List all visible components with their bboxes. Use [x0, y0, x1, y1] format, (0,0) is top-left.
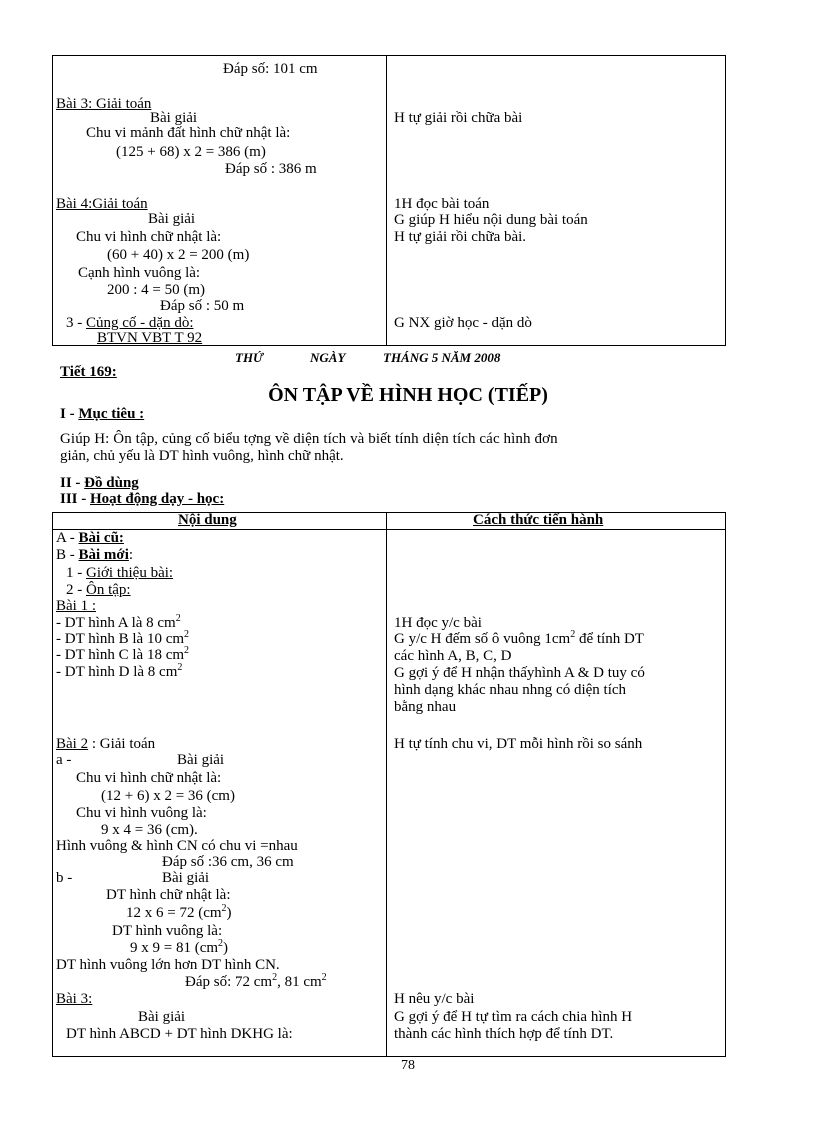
col-header-method: Cách thức tiến hành	[473, 512, 604, 528]
top-ex3-heading: Bài 3: Giải toán	[56, 96, 152, 112]
activities-heading: III - Hoạt động dạy - học:	[60, 491, 225, 507]
method-8: H nêu y/c bài	[394, 991, 475, 1007]
review: 2 - Ôn tập:	[66, 582, 131, 598]
page-number: 78	[401, 1058, 415, 1073]
top-ex4-line2: (60 + 40) x 2 = 200 (m)	[107, 247, 250, 263]
method-3: các hình A, B, C, D	[394, 648, 512, 664]
top-answer-1: Đáp số: 101 cm	[223, 61, 318, 77]
top-ex3-answer: Đáp số : 386 m	[225, 161, 317, 177]
method-4: G gợi ý để H nhận thấyhình A & D tuy có	[394, 665, 645, 681]
top-right-5: G NX giờ học - dặn dò	[394, 315, 532, 331]
top-ex4-line3: Cạnh hình vuông là:	[78, 265, 201, 281]
ex2-line3: Chu vi hình vuông là:	[76, 805, 207, 821]
ex2-line1: Chu vi hình chữ nhật là:	[76, 770, 222, 786]
method-2: G y/c H đếm số ô vuông $1cm^2$ để tính DT	[394, 629, 644, 647]
ex2-line4: 9 x 4 = 36 (cm).	[101, 822, 198, 838]
new-lesson: B - Bài mới:	[56, 547, 134, 563]
method-cell	[387, 530, 726, 1057]
ex1-line-b: - DT hình B là 10 $cm^2$	[56, 629, 190, 647]
ex2-line5: Hình vuông & hình CN có chu vi =nhau	[56, 838, 298, 854]
method-7: H tự tính chu vi, DT mỗi hình rồi so sánh	[394, 736, 643, 752]
page-title: ÔN TẬP VỀ HÌNH HỌC (TIẾP)	[268, 384, 548, 406]
ex2-answer-a: Đáp số :36 cm, 36 cm	[162, 854, 294, 870]
ex3-heading: Bài 3:	[56, 991, 93, 1007]
top-ex4-line1: Chu vi hình chữ nhật là:	[76, 229, 222, 245]
top-right-3: G giúp H hiểu nội dung bài toán	[394, 212, 588, 228]
objectives-line1: Giúp H: Ôn tập, củng cố biểu tợng về diện tích và biết tính diện tích các hình đơn	[60, 431, 558, 447]
lesson-number: Tiết 169:	[60, 364, 117, 380]
method-10: thành các hình thích hợp để tính DT.	[394, 1026, 614, 1042]
ex2-part-b: b -	[56, 870, 73, 886]
top-ex4-solution: Bài giải	[148, 211, 196, 227]
date-thu: THỨ	[235, 350, 264, 365]
top-ex4-heading: Bài 4:Giải toán	[56, 196, 148, 212]
ex2-solution-a: Bài giải	[177, 752, 225, 768]
ex1-line-c: - DT hình C là 18 $cm^2$	[56, 645, 190, 663]
ex2-line9: 9 x 9 = 81 $(cm^2)$	[130, 938, 229, 956]
top-ex4-line4: 200 : 4 = 50 (m)	[107, 282, 206, 298]
ex2-answer-b: Đáp số: 72 $cm^2$, 81 $cm^2$	[185, 972, 327, 990]
top-consolidation: 3 - Củng cố - dặn dò:	[66, 315, 194, 331]
objectives-heading: I - Mục tiêu :	[60, 406, 145, 422]
ex3-line1: DT hình ABCD + DT hình DKHG là:	[66, 1026, 293, 1042]
method-5: hình dạng khác nhau nhng có diện tích	[394, 682, 627, 698]
ex2-heading: Bài 2 : Giải toán	[56, 736, 156, 752]
ex2-part-a: a -	[56, 752, 72, 768]
top-ex3-solution: Bài giải	[150, 110, 198, 126]
materials-heading: II - Đồ dùng	[60, 475, 139, 491]
ex1-line-d: - DT hình D là 8 $cm^2$	[56, 662, 183, 680]
ex3-solution: Bài giải	[138, 1009, 186, 1025]
date-ngay: NGÀY	[310, 350, 346, 365]
top-homework: BTVN VBT T 92	[97, 330, 203, 346]
top-ex3-line1: Chu vi mảnh đất hình chữ nhật là:	[86, 125, 291, 141]
top-table	[52, 55, 726, 346]
ex2-line7: 12 x 6 = 72 $(cm^2)$	[126, 903, 232, 921]
ex2-line6: DT hình chữ nhật là:	[106, 887, 231, 903]
ex2-solution-b: Bài giải	[162, 870, 210, 886]
ex2-line8: DT hình vuông là:	[112, 923, 223, 939]
ex1-heading: Bài 1 :	[56, 598, 96, 614]
top-right-2: 1H đọc bài toán	[394, 196, 490, 212]
old-lesson: A - Bài cũ:	[56, 530, 124, 546]
method-1: 1H đọc y/c bài	[394, 615, 482, 631]
col-header-content: Nội dung	[178, 512, 237, 528]
date-thang: THÁNG 5 NĂM 2008	[383, 350, 501, 365]
top-consolidation-label: Củng cố - dặn dò:	[86, 315, 194, 331]
objectives-line2: giản, chủ yếu là DT hình vuông, hình chữ nhật.	[60, 448, 344, 464]
top-right-4: H tự giải rồi chữa bài.	[394, 229, 527, 245]
top-ex3-line2: (125 + 68) x 2 = 386 (m)	[116, 144, 266, 160]
ex2-line2: (12 + 6) x 2 = 36 (cm)	[101, 788, 235, 804]
intro: 1 - Giới thiệu bài:	[66, 565, 174, 581]
method-9: G gợi ý để H tự tìm ra cách chia hình H	[394, 1009, 633, 1025]
top-right-1: H tự giải rồi chữa bài	[394, 110, 523, 126]
ex2-line10: DT hình vuông lớn hơn DT hình CN.	[56, 957, 280, 973]
top-ex4-answer: Đáp số : 50 m	[160, 298, 245, 314]
method-6: bằng nhau	[394, 699, 457, 715]
ex1-line-a: - DT hình A là 8 $cm^2$	[56, 613, 181, 631]
